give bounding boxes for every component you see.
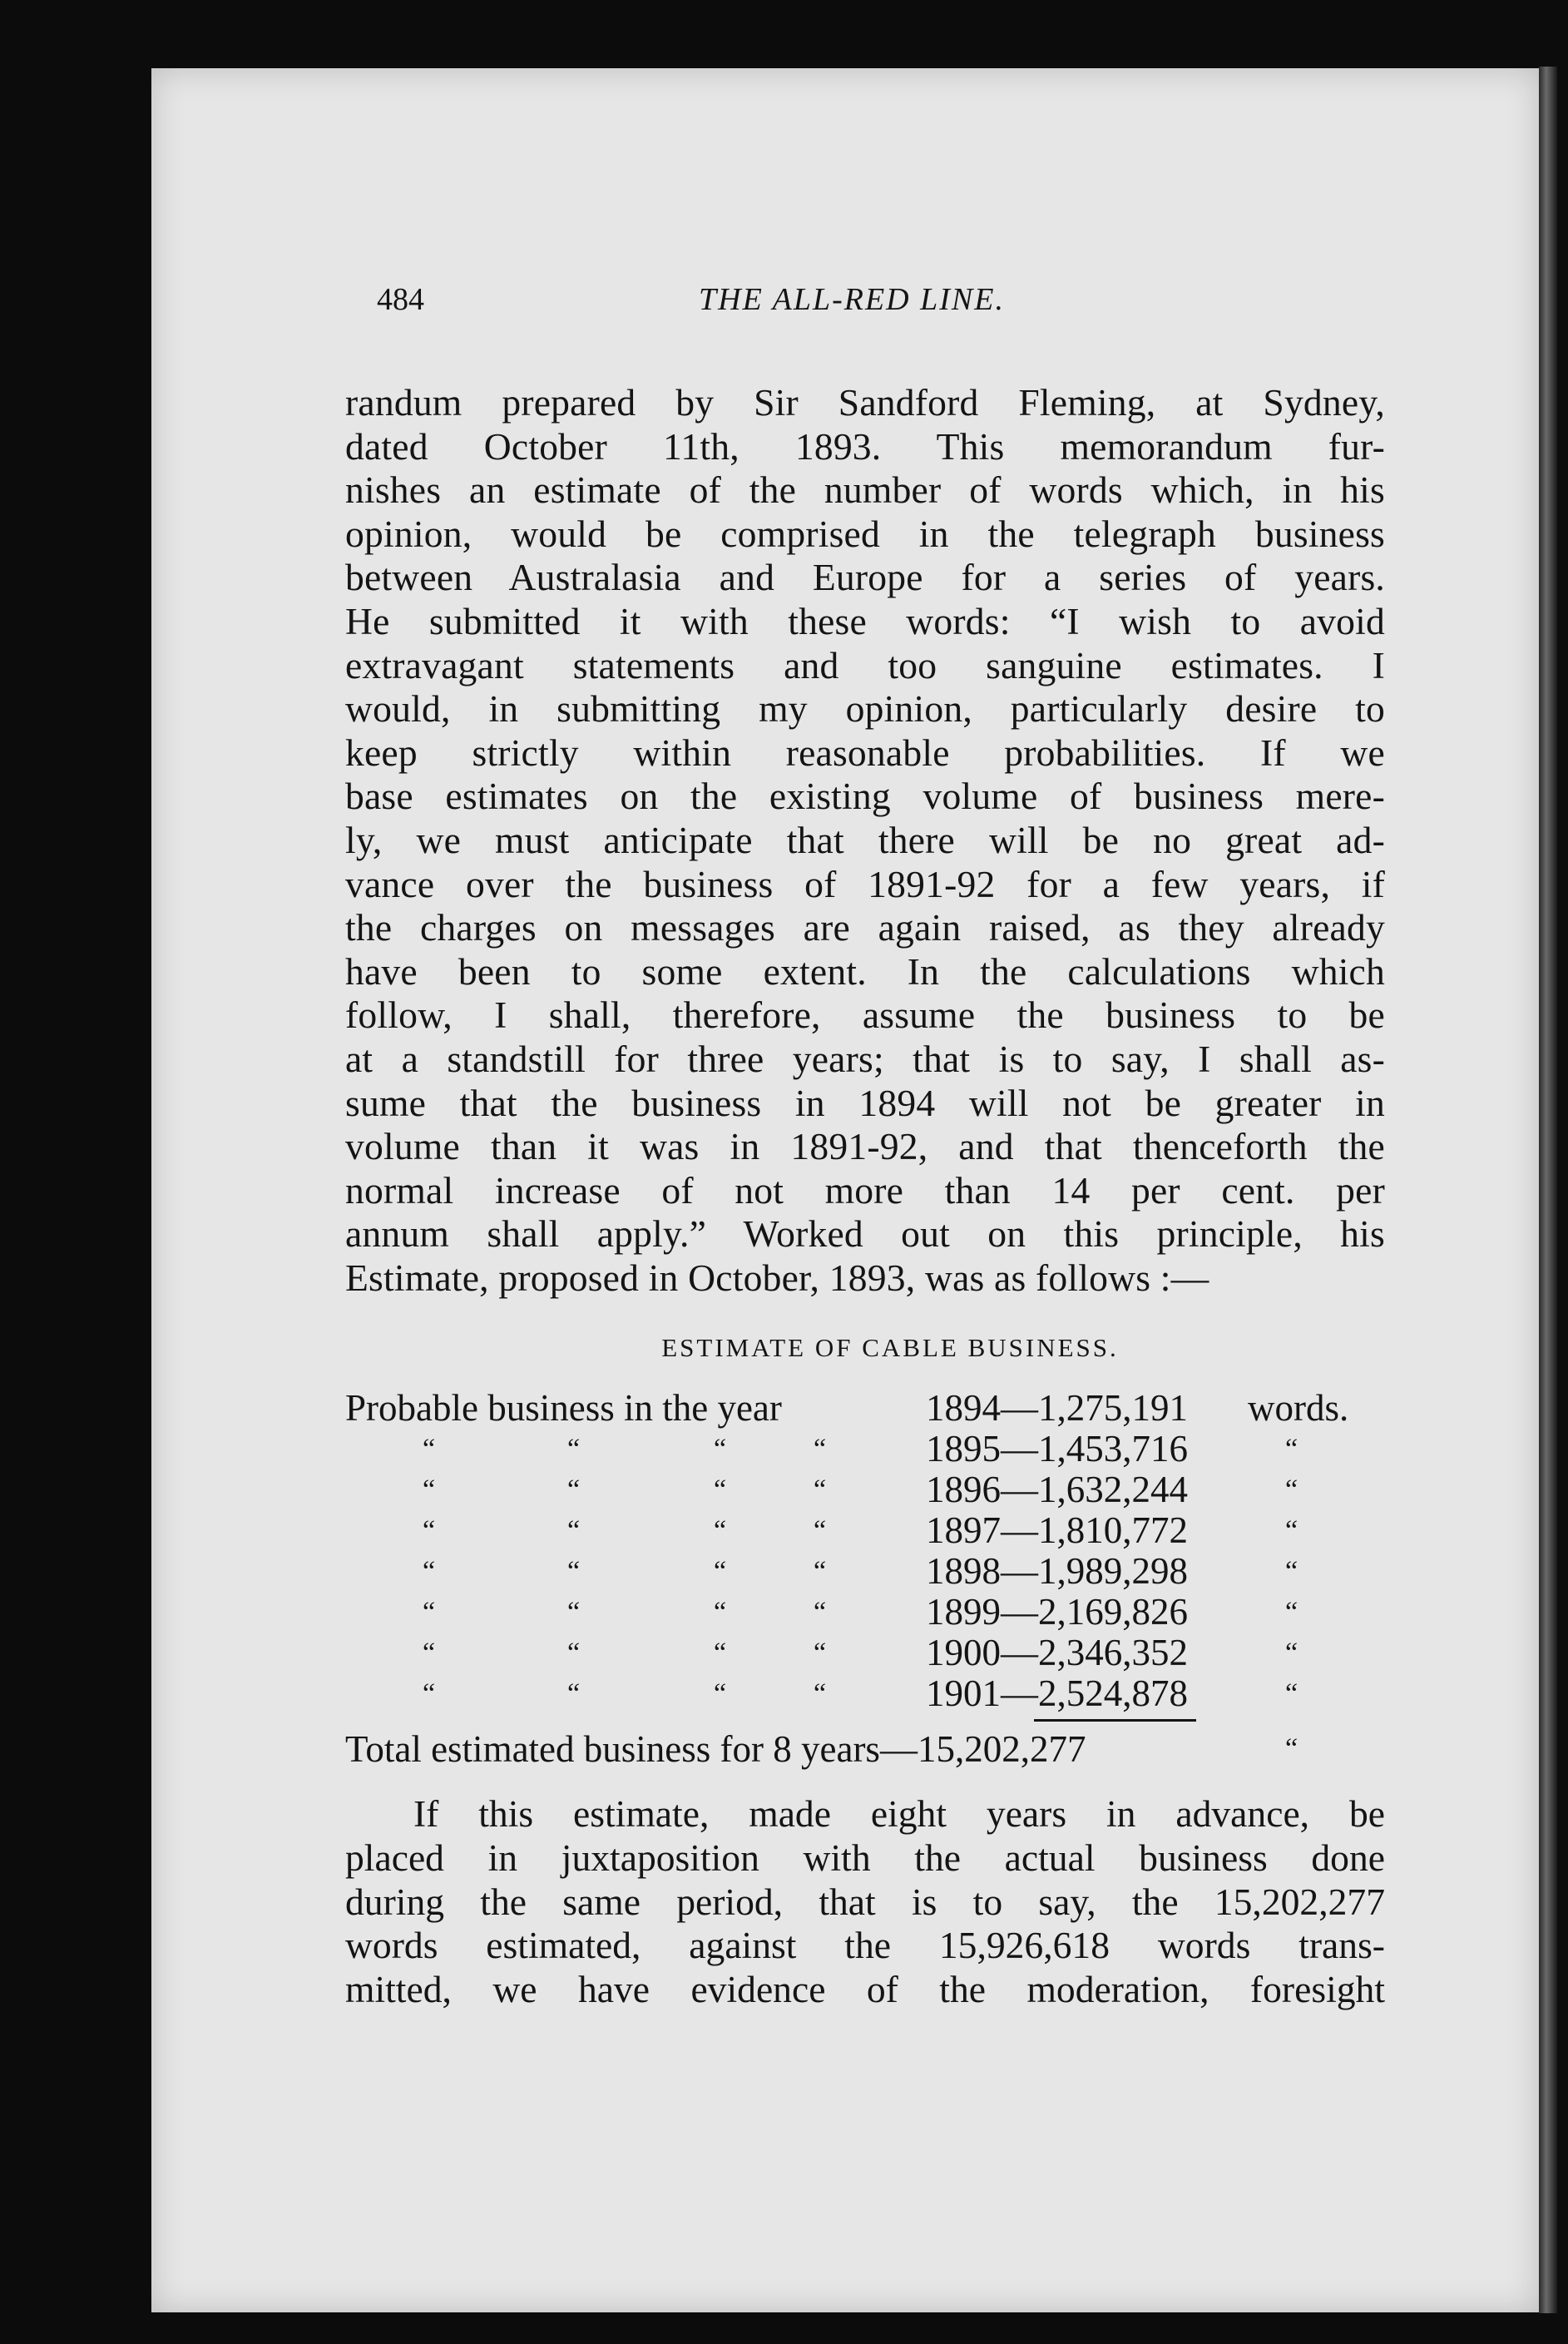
book-edge	[1539, 67, 1557, 2313]
table-row	[345, 1592, 1385, 1633]
page-number: 484	[377, 282, 424, 317]
text-line: ly, we must anticipate that there will be no great ad-	[345, 818, 1385, 861]
text-line: randum prepared by Sir Sandford Fleming, at Sydney,	[345, 381, 1385, 424]
ditto-mark: “	[714, 1515, 727, 1547]
text-line: between Australasia and Europe for a series of years.	[345, 556, 1385, 599]
ditto-mark: “	[567, 1678, 581, 1710]
ditto-mark: “	[714, 1597, 727, 1628]
ditto-mark: “	[1285, 1474, 1298, 1506]
running-title: THE ALL-RED LINE.	[699, 282, 1005, 317]
table-row	[345, 1633, 1385, 1673]
ditto-mark: “	[423, 1638, 436, 1669]
ditto-mark: “	[1285, 1678, 1298, 1710]
table-row	[345, 1510, 1385, 1551]
ditto-mark: “	[567, 1474, 581, 1506]
ditto-mark: “	[567, 1597, 581, 1628]
ditto-mark: “	[567, 1434, 581, 1465]
year-value: 1899—2,169,826	[926, 1591, 1188, 1633]
paragraph-1	[345, 381, 1385, 1300]
ditto-mark: “	[423, 1515, 436, 1547]
table-row	[345, 1429, 1385, 1469]
ditto-mark: “	[1285, 1556, 1298, 1588]
table-row	[345, 1673, 1385, 1714]
ditto-mark: “	[714, 1678, 727, 1710]
table-row	[345, 1551, 1385, 1592]
ditto-mark: “	[567, 1638, 581, 1669]
ditto-mark: “	[567, 1515, 581, 1547]
text-line: sume that the business in 1894 will not be greater in	[345, 1081, 1385, 1124]
ditto-mark: “	[1285, 1733, 1298, 1765]
ditto-mark: “	[814, 1515, 827, 1547]
text-line: Estimate, proposed in October, 1893, was as follows :—	[345, 1256, 1209, 1299]
text-line: nishes an estimate of the number of words which, in his	[345, 468, 1385, 512]
text-line: words estimated, against the 15,926,618 words trans-	[345, 1924, 1385, 1967]
text-line: He submitted it with these words: “I wish to avoid	[345, 599, 1385, 642]
ditto-mark: “	[423, 1556, 436, 1588]
table-row	[345, 1388, 1385, 1429]
ditto-mark: “	[423, 1474, 436, 1506]
text-line: base estimates on the existing volume of business mere-	[345, 775, 1385, 818]
ditto-mark: “	[1285, 1638, 1298, 1669]
year-value: 1898—1,989,298	[926, 1550, 1188, 1593]
ditto-mark: “	[814, 1434, 827, 1465]
text-line: would, in submitting my opinion, particularly desire to	[345, 687, 1385, 731]
text-line: the charges on messages are again raised, as they already	[345, 906, 1385, 949]
unit-label: words.	[1248, 1387, 1349, 1430]
ditto-mark: “	[814, 1638, 827, 1669]
paragraph-2	[345, 1792, 1385, 2011]
text-line: at a standstill for three years; that is to say, I shall as-	[345, 1037, 1385, 1080]
estimate-table	[345, 1388, 1385, 1714]
ditto-mark: “	[714, 1434, 727, 1465]
text-line: opinion, would be comprised in the telegraph business	[345, 512, 1385, 555]
ditto-mark: “	[814, 1556, 827, 1588]
ditto-mark: “	[1285, 1434, 1298, 1465]
text-line: vance over the business of 1891-92 for a few years, if	[345, 862, 1385, 905]
ditto-mark: “	[814, 1474, 827, 1506]
text-line: annum shall apply.” Worked out on this principle, his	[345, 1212, 1385, 1256]
ditto-mark: “	[423, 1434, 436, 1465]
text-line: If this estimate, made eight years in advance, be	[413, 1792, 1385, 1836]
text-line: mitted, we have evidence of the moderation, foresight	[345, 1967, 1385, 2010]
ditto-mark: “	[1285, 1515, 1298, 1547]
ditto-mark: “	[814, 1597, 827, 1628]
table-row	[345, 1469, 1385, 1510]
text-line: dated October 11th, 1893. This memorandum fur-	[345, 424, 1385, 468]
page-text-area	[345, 275, 1385, 2011]
total-row	[345, 1726, 1385, 1772]
ditto-mark: “	[423, 1678, 436, 1710]
text-line: keep strictly within reasonable probabilities. If we	[345, 731, 1385, 774]
year-value: 1895—1,453,716	[926, 1428, 1188, 1470]
total-text: Total estimated business for 8 years—15,202,277	[345, 1728, 1086, 1771]
table-title: ESTIMATE OF CABLE BUSINESS.	[661, 1333, 1119, 1363]
ditto-mark: “	[714, 1556, 727, 1588]
ditto-mark: “	[814, 1678, 827, 1710]
year-value: 1897—1,810,772	[926, 1509, 1188, 1552]
ditto-mark: “	[423, 1597, 436, 1628]
ditto-mark: “	[1285, 1597, 1298, 1628]
ditto-mark: “	[714, 1474, 727, 1506]
ditto-mark: “	[714, 1638, 727, 1669]
text-line: volume than it was in 1891-92, and that thenceforth the	[345, 1125, 1385, 1168]
year-value: 1894—1,275,191	[926, 1387, 1188, 1430]
year-value: 1900—2,346,352	[926, 1632, 1188, 1674]
page-header	[345, 275, 1385, 325]
text-line: have been to some extent. In the calculations which	[345, 949, 1385, 993]
text-line: extravagant statements and too sanguine estimates. I	[345, 643, 1385, 686]
text-line: follow, I shall, therefore, assume the business to be	[345, 994, 1385, 1037]
text-line: during the same period, that is to say, the 15,202,277	[345, 1880, 1385, 1923]
sum-rule	[345, 1714, 1385, 1726]
row-label: Probable business in the year	[345, 1387, 782, 1430]
text-line: normal increase of not more than 14 per cent. per	[345, 1168, 1385, 1212]
year-value: 1896—1,632,244	[926, 1469, 1188, 1511]
ditto-mark: “	[567, 1556, 581, 1588]
text-line: placed in juxtaposition with the actual business done	[345, 1836, 1385, 1880]
year-value: 1901—2,524,878	[926, 1673, 1188, 1715]
